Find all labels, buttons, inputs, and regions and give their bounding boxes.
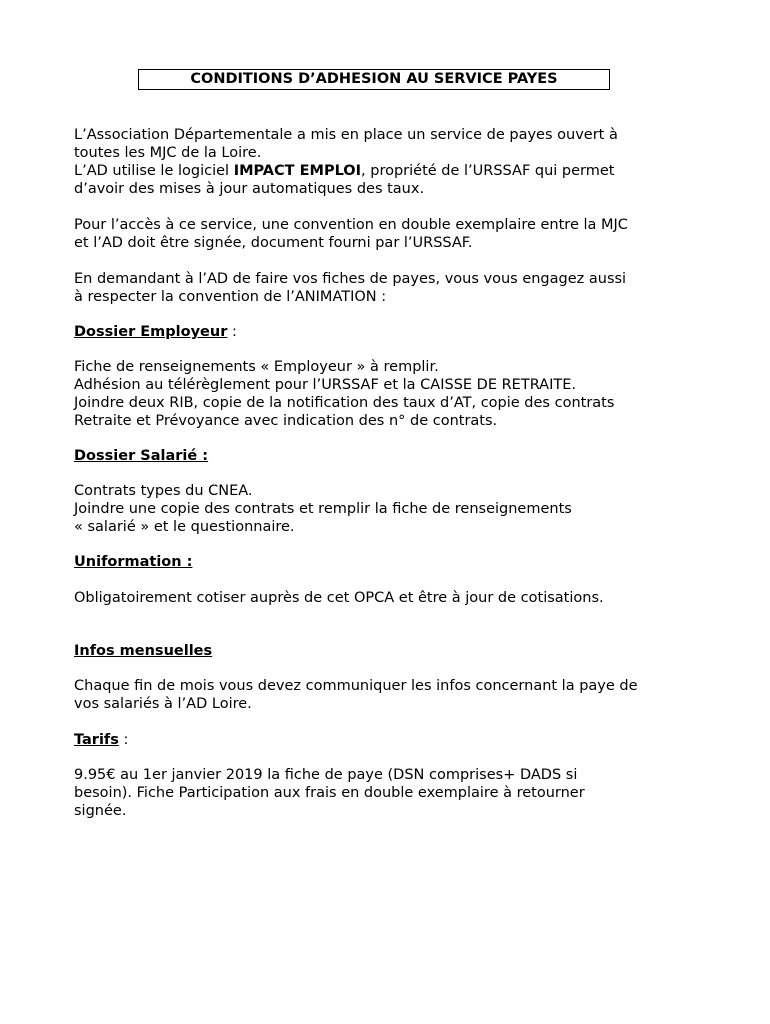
uniformation-paragraph (74, 589, 704, 607)
employee-heading-row (74, 447, 704, 465)
monthly-heading: Infos mensuelles (74, 643, 213, 659)
intro-paragraph (74, 126, 704, 198)
employer-heading: Dossier Employeur (74, 324, 228, 340)
rates-line-2: besoin). Fiche Participation aux frais en double exemplaire à retourner (74, 785, 585, 801)
employee-paragraph (74, 482, 704, 536)
monthly-line-2: vos salariés à l’AD Loire. (74, 696, 252, 712)
monthly-line-1: Chaque fin de mois vous devez communiquer les infos concernant la paye de (74, 678, 638, 694)
uniformation-heading: Uniformation : (74, 554, 193, 570)
rates-heading-suffix: : (118, 732, 129, 748)
rates-heading-row (74, 731, 704, 749)
access-paragraph (74, 216, 704, 252)
intro-line-3-end: , propriété de l’URSSAF qui permet (361, 163, 615, 179)
software-name: IMPACT EMPLOI (233, 163, 362, 179)
rates-line-3: signée. (74, 803, 127, 819)
employer-line-1: Fiche de renseignements « Employeur » à remplir. (74, 359, 439, 375)
employee-line-2: Joindre une copie des contrats et remplir la fiche de renseignements (74, 501, 572, 517)
employer-line-3: Joindre deux RIB, copie de la notification des taux d’AT, copie des contrats (74, 395, 615, 411)
employer-heading-row (74, 323, 704, 341)
monthly-paragraph (74, 677, 704, 713)
rates-heading: Tarifs (74, 732, 119, 748)
employer-paragraph (74, 358, 704, 430)
employee-line-3: « salarié » et le questionnaire. (74, 519, 295, 535)
engage-paragraph (74, 270, 704, 306)
employer-line-4: Retraite et Prévoyance avec indication des n° de contrats. (74, 413, 498, 429)
uniformation-line-1: Obligatoirement cotiser auprès de cet OPCA et être à jour de cotisations. (74, 590, 604, 606)
employer-line-2: Adhésion au télérèglement pour l’URSSAF et la CAISSE DE RETRAITE. (74, 377, 577, 393)
intro-line-2: toutes les MJC de la Loire. (74, 145, 262, 161)
employer-heading-suffix: : (227, 324, 237, 340)
document-title: CONDITIONS D’ADHESION AU SERVICE PAYES (138, 69, 610, 90)
employee-line-1: Contrats types du CNEA. (74, 483, 253, 499)
engage-line-1: En demandant à l’AD de faire vos fiches de payes, vous vous engagez aussi (74, 271, 627, 287)
intro-line-3-start: L’AD utilise le logiciel (74, 163, 234, 179)
access-line-2: et l’AD doit être signée, document fourni par l’URSSAF. (74, 235, 473, 251)
rates-paragraph (74, 766, 704, 820)
intro-line-4: d’avoir des mises à jour automatiques des taux. (74, 181, 425, 197)
engage-line-2: à respecter la convention de l’ANIMATION : (74, 289, 387, 305)
monthly-heading-row (74, 642, 704, 660)
employee-heading: Dossier Salarié : (74, 448, 209, 464)
access-line-1: Pour l’accès à ce service, une convention en double exemplaire entre la MJC (74, 217, 628, 233)
rates-line-1: 9.95€ au 1er janvier 2019 la fiche de paye (DSN comprises+ DADS si (74, 767, 578, 783)
uniformation-heading-row (74, 553, 704, 571)
intro-line-3 (74, 162, 704, 180)
intro-line-1: L’Association Départementale a mis en place un service de payes ouvert à (74, 127, 618, 143)
